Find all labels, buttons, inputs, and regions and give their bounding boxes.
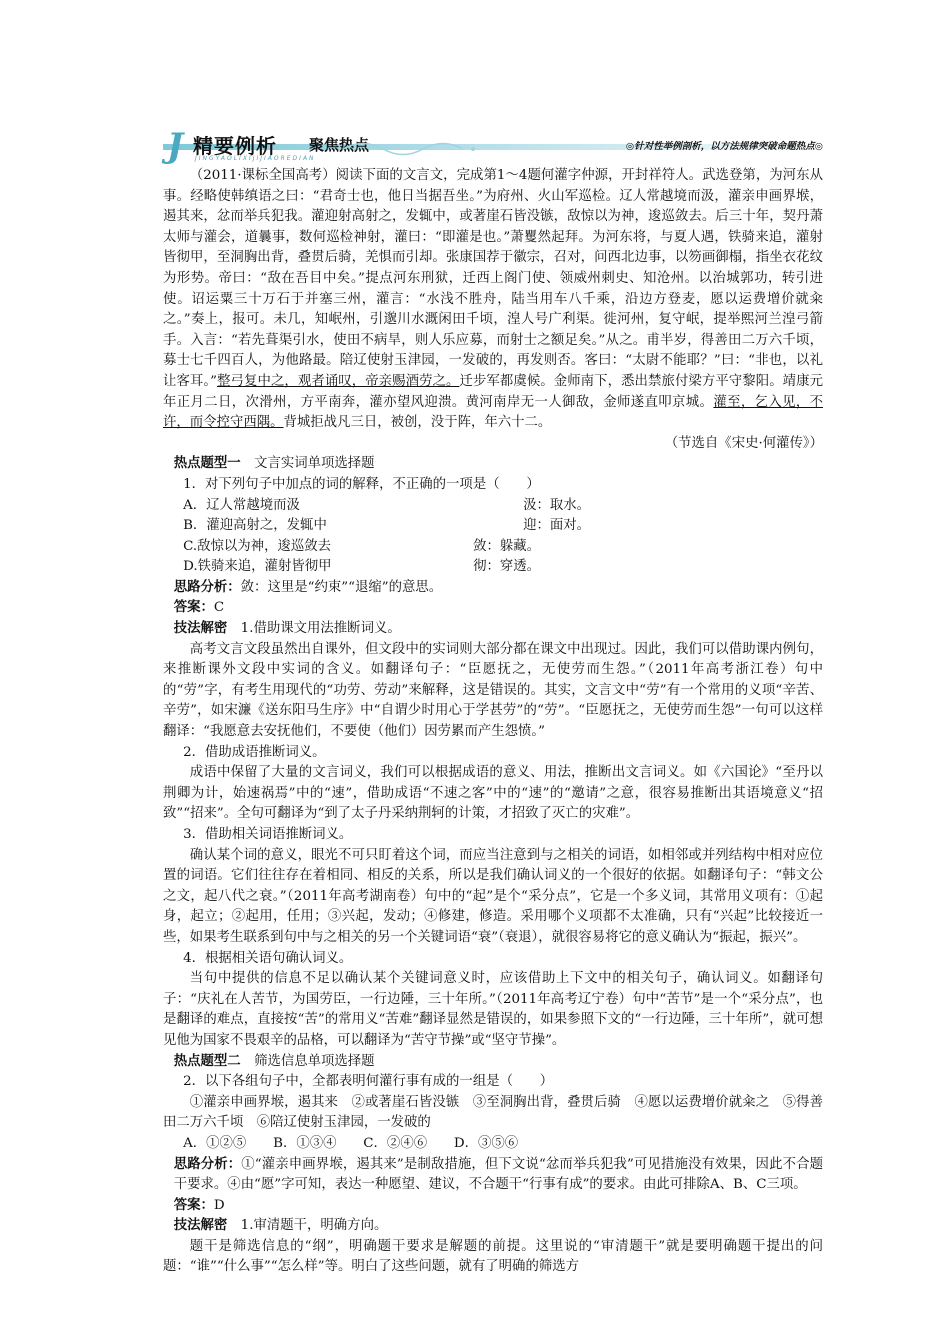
option-c: C.敌惊以为神，逡巡敛去 敛：躲藏。 [183,538,541,554]
underlined-sentence-1: 整弓复中之，观者诵叹，帝亲赐酒劳之。 [217,373,460,389]
passage-paragraph: （2011·课标全国高考）阅读下面的文言文，完成第1～4题何灌字仲源，开封祥符人。武选登第，为河东从事。经略使韩缜语之曰：“君奇士也，他日当据吾坐。”为府州、火山军巡检。辽人常越境而汲，灌亲申画界堠，遏其来，忿而举兵犯我。灌迎射高射之，发辄中，或著崖石皆没镞，敌惊以为神，逡巡敛去。后三十年，契丹萧太师与灌会，道曩事，数何巡检神射，灌曰：“即灌是也。”萧矍然起拜。为河东将，与夏人遇，铁骑来追，灌射皆彻甲，至洞胸出背，叠贯后骑，羌惧而引却。张康国荐于徽宗，召对，问西北边事，以笏画御榻，指坐衣花纹为形势。帝曰：“敌在吾目中矣。”提点河东刑狱，迁西上阁门使、领威州刺史、知沧州。以治城郭功，转引进使。诏运粟三十万石于并塞三州，灌言：“水浅不胜舟，陆当用车八千乘，沿边方登麦，愿以运费增价就籴之。”奏上，报可。未几，知岷州，引邈川水溉闲田千顷，湟人号广利渠。徙河州，复守岷，提举熙河兰湟弓箭手。入言：“若先葺渠引水，使田不病旱，则人乐应募，而射士之额足矣。”从之。甫半岁，得善田二万六千顷，募士七千四百人，为他路最。陪辽使射玉津园，一发破的，再发则否。客曰：“太尉不能耶？”曰：“非也，以礼让客耳。”整弓复中之，观者诵叹，帝亲赐酒劳之。迁步军都虞候。金师南下，悉出禁旅付梁方平守黎阳。靖康元年正月二日，次滑州，方平南奔，灌亦望风迎溃。黄河南岸无一人御敌，金师遂直叩京城。灌至，乞入见，不许，而令控守西隅。背城拒战凡三日，被创，没于阵，年六十二。 [163,168,824,431]
section2-heading: 热点题型二 筛选信息单项选择题 [173,1053,375,1069]
section1-heading: 热点题型一 文言实词单项选择题 [173,456,375,472]
technique-4-paragraph: 当句中提供的信息不足以确认某个关键词意义时，应该借助上下文中的相关句子，确认词义。如翻译句子：“庆礼在人苦节，为国劳臣，一行边陲，三十年所。”（2011年高考辽宁卷）句中“苦节”是一个“采分点”，也是翻译的难点，直接按“苦”的常用义“苦难”翻译显然是错误的，如果参照下文的“一行边陲，三十年所”，就可想见他为国家不畏艰辛的品格，可以翻译为“苦守节操”或“坚守节操”。 [163,971,823,1048]
passage-source: （节选自《宋史·何灌传》） [664,435,823,451]
option-b: B．灌迎高射之，发辄中 迎：面对。 [183,518,591,534]
technique-2-paragraph: 成语中保留了大量的文言词义，我们可以根据成语的意义、用法，推断出文言词义。如《六国论》“至丹以荆卿为计，始速祸焉”中的“速”，借助成语“不速之客”中的“速”的“邀请”之意，很容易推断出其语境意义“招致”“招来”。全句可翻译为“到了太子丹采纳荆轲的计策，才招致了灭亡的灾难”。 [163,765,823,822]
technique-2-1-heading: 技法解密 1.审清题干，明确方向。 [173,1218,388,1234]
analysis-1: 思路分析：敛：这里是“约束”“退缩”的意思。 [173,579,443,595]
answer-1: 答案：C [173,600,225,616]
section-banner [163,128,823,166]
technique-3-heading: 3．借助相关词语推断词义。 [183,827,353,842]
banner-pinyin: JINGYAOLIXIJIJIAOREDIAN [195,155,316,162]
banner-decoration [343,138,563,160]
technique-1-paragraph: 高考文言文段虽然出自课外，但文段中的实词则大部分都在课文中出现过。因此，我们可以借助课内例句，来推断课外文段中实词的含义。如翻译句子：“臣愿抚之，无使劳而生怨。”（2011年高考浙江卷）句中的“劳”字，有考生用现代的“功劳、劳动”来解释，这是错误的。其实，文言文中“劳”有一个常用的义项“辛苦、辛劳”，如宋濂《送东阳马生序》中“自谓少时用心于学甚劳”的“劳”。“臣愿抚之，无使劳而生怨”一句可以这样翻译：“我愿意去安抚他们，不要使（他们）因劳累而产生怨愤。” [163,641,823,740]
banner-title: 精要例析 [193,134,277,158]
option-d: D.铁骑来追，灌射皆彻甲 彻：穿透。 [183,559,541,575]
technique-4-heading: 4．根据相关语句确认词义。 [183,950,353,966]
technique-2-heading: 2．借助成语推断词义。 [183,744,326,760]
technique-3-paragraph: 确认某个词的意义，眼光不可只盯着这个词，而应当注意到与之相关的词语，如相邻或并列结构中相对应位置的词语。它们往往存在着相同、相反的关系，所以是我们确认词义的一个很好的依据。如翻译句子：“韩文公之文，起八代之衰。”（2011年高考湖南卷）句中的“起”是个“采分点”，它是一个多义词，其常用义项有：①起身，起立；②起用，任用；③兴起，发动；④修建，修造。采用哪个义项都不太准确，只有“兴起”比较接近一些，如果考生联系到句中与之相关的另一个关键词语“衰”（衰退），就很容易将它的意义确认为“振起，振兴”。 [163,847,823,945]
article-body [163,166,823,1278]
option-a: A．辽人常越境而汲 汲：取水。 [183,497,591,513]
technique-2-1-paragraph: 题干是筛选信息的“纲”，明确题干要求是解题的前提。这里说的“审清题干”就是要明确题干提出的问题：“谁”“什么事”“怎么样”等。明白了这些问题，就有了明确的筛选方 [163,1238,823,1275]
banner-subtitle: 聚焦热点 [309,136,370,154]
underlined-sentence-2: 灌至，乞入见，不许，而令控守西隅。 [163,394,824,431]
question-2-choices: A．①②⑤ B．①③④ C．②④⑥ D．③⑤⑥ [183,1135,519,1151]
page [163,126,824,1275]
technique-1-heading: 技法解密 1.借助课文用法推断词义。 [173,621,401,637]
answer-2: 答案：D [173,1197,225,1213]
banner-slogan: ◎针对性举例剖析，以方法规律突破命题热点◎ [625,141,823,152]
question-2-items: ①灌亲申画界堠，遏其来 ②或著崖石皆没镞 ③至洞胸出背，叠贯后骑 ④愿以运费增价就籴之 ⑤得善田二万六千顷 ⑥陪辽使射玉津园，一发破的 [163,1094,823,1131]
banner-logo: J [167,126,184,166]
question-2: 2．以下各组句子中，全都表明何灌行事有成的一组是（ ） [183,1074,554,1090]
question-1: 1．对下列句子中加点的词的解释，不正确的一项是（ ） [183,476,540,492]
analysis-2: 思路分析：①“灌亲申画界堠，遏其来”是制敌措施，但下文说“忿而举兵犯我”可见措施没有效果，因此不合题干要求。④由“愿”字可知，表达一种愿望、建议，不合题干“行事有成”的要求。由此可排除A、B、C三项。 [173,1156,823,1193]
